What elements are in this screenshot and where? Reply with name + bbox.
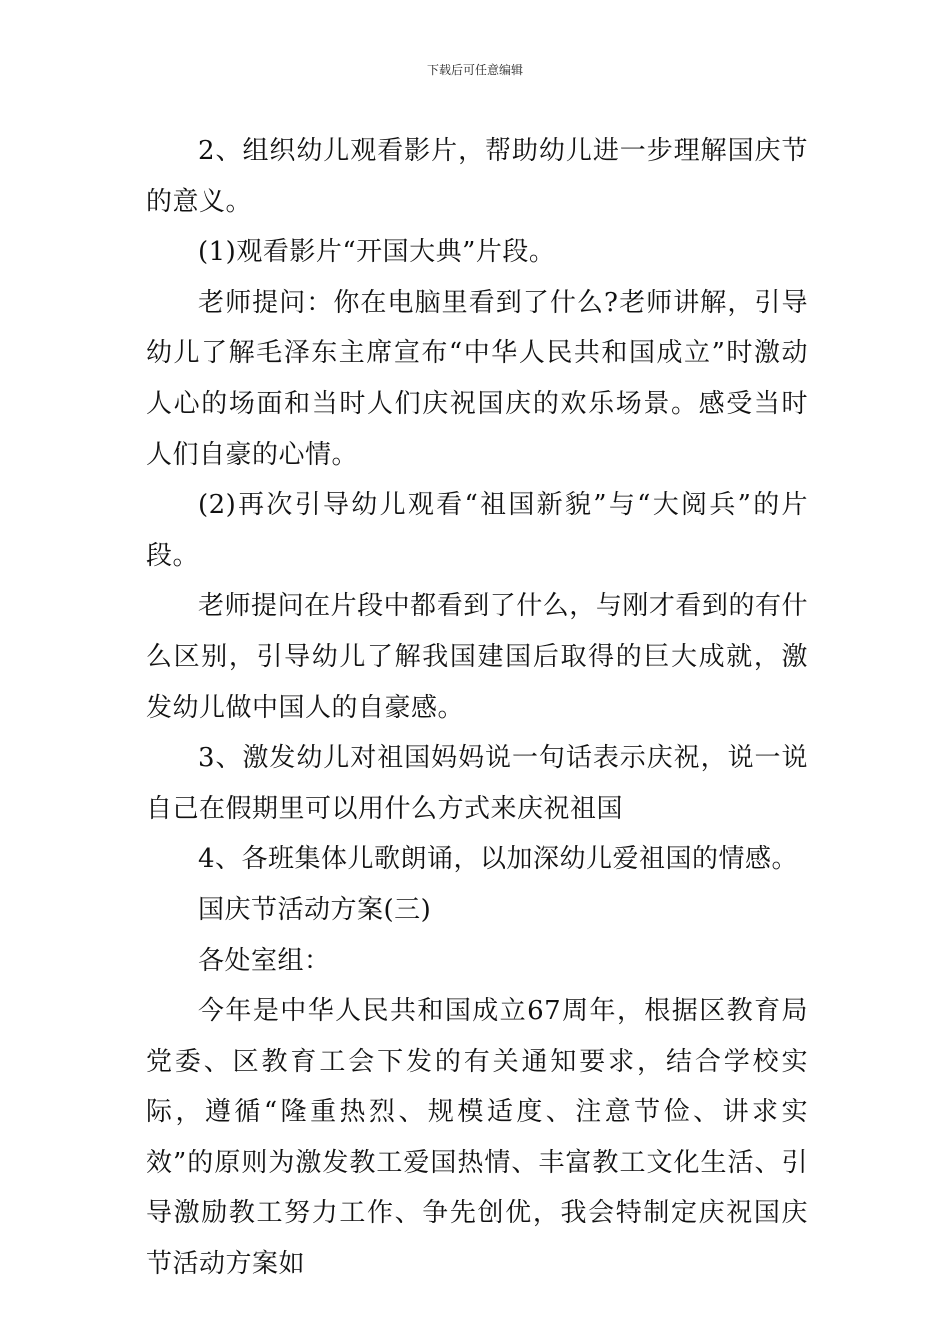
paragraph-step-2: 2、组织幼儿观看影片，帮助幼儿进一步理解国庆节的意义。 (146, 136, 808, 217)
page-header: 下载后可任意编辑 (426, 63, 523, 77)
paragraph-teacher-question-2: 老师提问在片段中都看到了什么，与刚才看到的有什么区别，引导幼儿了解我国建国后取得的巨大成就，激发幼儿做中国人的自豪感。 (146, 591, 808, 723)
paragraph-step-3: 3、激发幼儿对祖国妈妈说一句话表示庆祝，说一说自己在假期里可以用什么方式来庆祝祖国 (146, 743, 808, 824)
paragraph-step-4: 4、各班集体儿歌朗诵，以加深幼儿爱祖国的情感。 (198, 844, 799, 875)
paragraph-teacher-question-1: 老师提问：你在电脑里看到了什么?老师讲解，引导幼儿了解毛泽东主席宣布“中华人民共和国成立”时激动人心的场面和当时人们庆祝国庆的欢乐场景。感受当时人们自豪的心情。 (146, 287, 808, 470)
salutation: 各处室组： (198, 945, 331, 976)
section-title: 国庆节活动方案(三) (198, 894, 432, 925)
paragraph-intro: 今年是中华人民共和国成立67周年，根据区教育局党委、区教育工会下发的有关通知要求，结合学校实际，遵循“隆重热烈、规模适度、注意节俭、讲求实效”的原则为激发教工爱国热情、丰富教工文化生活、引导激励教工努力工作、争先创优，我会特制定庆祝国庆节活动方案如 (146, 996, 808, 1280)
document-body (146, 126, 808, 1290)
paragraph-substep-1: (1)观看影片“开国大典”片段。 (198, 237, 556, 268)
paragraph-substep-2: (2)再次引导幼儿观看“祖国新貌”与“大阅兵”的片段。 (146, 490, 808, 571)
